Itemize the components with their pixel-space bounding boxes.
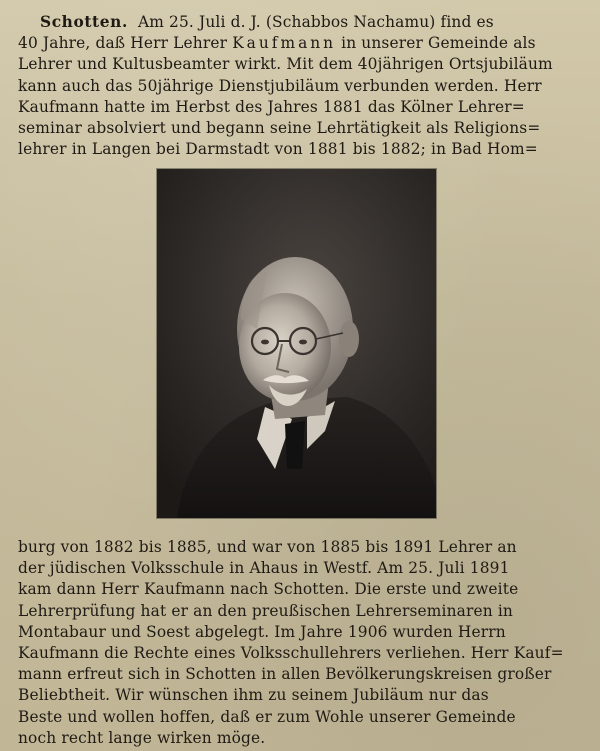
- article-line-6: seminar absolviert und begann seine Lehrtätigkeit als Religions=: [18, 119, 541, 138]
- article-line-5: Kaufmann hatte im Herbst des Jahres 1881 das Kölner Lehrer=: [18, 97, 525, 116]
- article-line-16: Beste und wollen hoffen, daß er zum Wohle unserer Gemeinde: [18, 707, 516, 726]
- article-line-7: lehrer in Langen bei Darmstadt von 1881 bis 1882; in Bad Hom=: [18, 140, 538, 159]
- article-line-8: burg von 1882 bis 1885, und war von 1885 bis 1891 Lehrer an: [18, 538, 517, 556]
- article-line-11: Lehrerprüfung hat er an den preußischen Lehrerseminaren in: [18, 601, 513, 620]
- article-line-2: 40 Jahre, daß Herr Lehrer Kaufmann in unserer Gemeinde als: [18, 34, 536, 53]
- article-line-15: Beliebtheit. Wir wünschen ihm zu seinem Jubiläum nur das: [18, 686, 489, 705]
- article-line-12: Montabaur und Soest abgelegt. Im Jahre 1906 wurden Herrn: [18, 622, 506, 641]
- article-top-text: [18, 12, 584, 160]
- article-line-13: Kaufmann die Rechte eines Volksschullehrers verliehen. Herr Kauf=: [18, 644, 564, 663]
- portrait-photo: [157, 169, 436, 518]
- article-bottom-text: [18, 537, 584, 749]
- article-place-heading: Schotten.: [40, 13, 128, 31]
- article-line-1: Schotten. Am 25. Juli d. J. (Schabbos Nachamu) find es: [40, 13, 494, 31]
- article-line-4: kann auch das 50jährige Dienstjubiläum verbunden werden. Herr: [18, 76, 542, 95]
- article-line-14: mann erfreut sich in Schotten in allen Bevölkerungskreisen großer: [18, 665, 552, 684]
- article-line-17: noch recht lange wirken möge.: [18, 728, 266, 747]
- portrait-image: [157, 169, 436, 518]
- article-line-9: der jüdischen Volksschule in Ahaus in Westf. Am 25. Juli 1891: [18, 559, 510, 578]
- name-emphasis: Kaufmann: [232, 34, 337, 53]
- article-line-10: kam dann Herr Kaufmann nach Schotten. Die erste und zweite: [18, 580, 519, 599]
- article-line-3: Lehrer und Kultusbeamter wirkt. Mit dem 40jährigen Ortsjubiläum: [18, 55, 553, 74]
